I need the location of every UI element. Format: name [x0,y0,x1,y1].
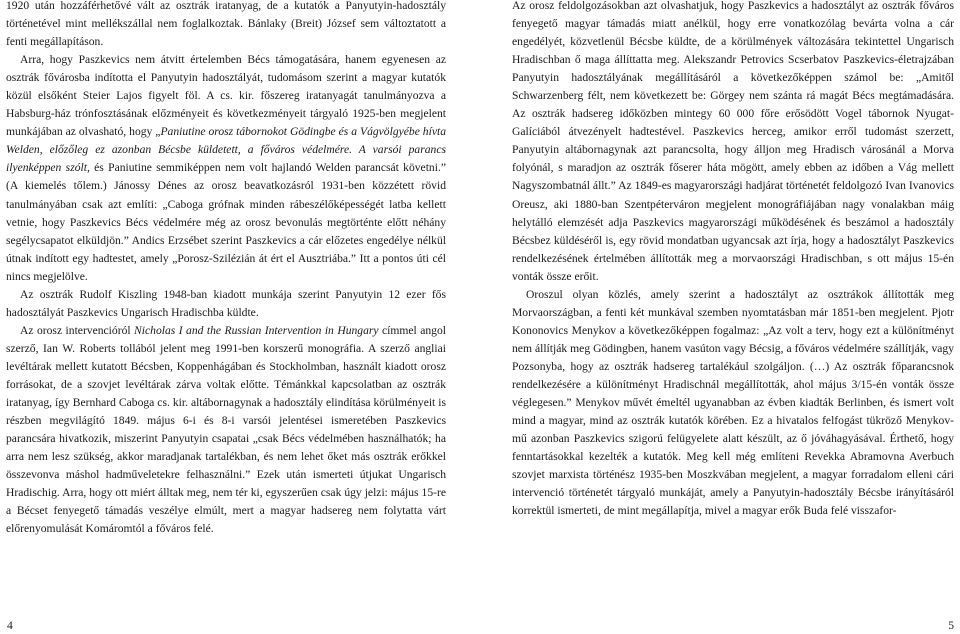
text-run: Oroszul olyan közlés, amely szerint a hadosztályt az osztrákok állították meg Morvaországban, a fenti két munkával szemben nyomtatásban már 1851-ben megjelent. Pjotr Kononovics Menykov a következőképpen fogalmaz: „Az volt a terv, hogy ezt a különítményt nem állítják meg Gödingben, hanem vasúton vagy Bécsig, a főváros védelmére szállítják, vagy Pozsonyba, hogy az osztrák hadsereg tartalékául szolgáljon. (…) Az osztrák főparancsnok rendelkezésére a különítményt Hradischnál megállították, ahol május 3/15-én vonták össze véglegesen.” Menykov művét émeltél ugyanabban az évben kiadták Berlinben, és ismert volt mind a magyar, mind az osztrák kutatók körében. Ez a hivatalos felfogást tükröző Menykov-mű azonban Paszkevics szigorú felügyelete alatt készült, az ő jóváhagyásával. Érthető, hogy fenntartásokkal kezelték a kutatók. Meg kell még említeni Revekka Abramovna Averbuch szovjet marxista történész 1935-ben Moszkvában megjelent, a magyar forradalom elleni cári intervenció történetét tárgyaló munkáját, amely a Panyutyin-hadosztály Bécsbe irányításáról korrektül ismerteti, de mint megállapítja, mivel a magyar erők Buda felé visszafor- [512,287,954,518]
text-run: Arra, hogy Paszkevics nem átvitt értelemben Bécs támogatására, hanem egyenesen az osztrák fővárosba indította el Panyutyin hadosztályát, tudomásom szerint a magyar kutatók közül elsőként Steier Lajos figyelt föl. A cs. kir. főszereg iratanyagát tanulmányozva a Habsburg-ház trónfosztásának előzményeit és következményeit tárgyaló 1925-ben megjelent munkájában az olvasható, hogy „ [6,53,446,139]
text-run: Az osztrák Rudolf Kiszling 1948-ban kiadott munkája szerint Panyutyin 12 ezer fős hadosztályát Paszkevics Ungarisch Hradischba küldte. [6,287,446,319]
italic-text: Paniutine orosz tábornokot Gödingbe és a Vágvölgyébe hívta Welden, előzőleg ez azonban Bécsbe küldetett, a főváros védelmére. A varsói parancs ilyenképpen szólt, [6,125,446,175]
text-run: Az orosz feldolgozásokban azt olvashatjuk, hogy Paszkevics a hadosztályt az osztrák főváros fenyegető magyar támadás miatt anélkül, hogy erre vonatkozólag bevárta volna a cár engedélyét, közvetlenül Bécsbe küldte, de a körülmények változására tekintettel Ungarisch Hradischban ő maga állíttatta meg. Alekszandr Petrovics Scserbatov Paszkevics-életrajzában Panyutyin hadosztályának megállításáról a következőképpen számol be: „Amitől Schwarzenberg félt, nem következett be: Görgey nem szánta rá magát Bécs megtámadására. Az osztrák hadsereg időközben mintegy 60 000 főre erősödött Vogel tábornok Nyugat-Galíciából átvezényelt hadtestével. Paszkevics herceg, amikor erről tudomást szerzett, Panyutyin altábornagynak azt parancsolta, hogy álljon meg Hradisch városánál a Morva folyónál, s maradjon az osztrák főserег háta mögött, amely ebben az időben a Vág mellett Nagyszombatnál állt.” Az 1849-es magyarországi hadjárat történetét feldolgozó Ivan Ivanovics Oreusz, aki 1880-ban Szentpéterváron megjelent monográfiájában nagy vonalakban máig helytálló elemzését adja Paszkevics magyarországi működésének és beszámol a hadosztály Bécsbez küldéséről is, egy rövid mondatban ugyancsak azt írja, hogy a hadosztályt Paszkevics rendelkezésének értelmében állították meg a morvaországi Hradischban, s ott május 15-én vonták össze erőit. [512,0,954,283]
text-run: Az orosz intervencióról [20,323,135,337]
right-text-column [512,0,954,520]
left-page-number: 4 [7,619,13,632]
left-page [6,0,446,538]
paragraph [6,0,446,51]
right-page [512,0,954,520]
text-run: 1920 után hozzáférhetővé vált az osztrák iratanyag, de a kutatók a Panyutyin-hadosztály történetével mint mellékszállal nem foglalkoztak. Bánlaky (Breit) József sem változtatott a fenti megállapításon. [6,0,446,49]
right-page-number: 5 [948,619,954,632]
paragraph [6,51,446,286]
paragraph [512,286,954,521]
paragraph [512,0,954,286]
text-run: címmel angol szerző, Ian W. Roberts tollából jelent meg 1991-ben korszerű monográfia. A szerző angliai levéltárak mellett kutatott Bécsben, Koppenhágában és Stockholmban, használt kiadott orosz forrásokat, de a szovjet levéltárak zárva voltak előtte. Témánkkal kapcsolatban az osztrák iratanyag, így Bernhard Caboga cs. kir. altábornagynak a hadosztály elindítása körülményeit is részben megvilágító 1849. május 6-i és 8-i varsói jelentései ismeretében Paszkevics parancsára hivatkozik, miszerint Panyutyin csapatai „csak Bécs védelmében használhatók; ha arra nem lesz szükség, akkor maradjanak tartalékban, és nem lehet őket más osztrák erőkkel összevonva máshol hadműveletekre felhasználni.” Ezek után ismerteti útjukat Ungarisch Hradischig. Arra, hogy ott miért álltak meg, nem tér ki, egyszerűen csak úgy jelzi: május 15-re a Bécset fenyegető támadás veszélye elmúlt, mert a magyar hadsereg nem folytatta várt előrenyomulását Komáromtól a főváros felé. [6,323,446,536]
left-text-column [6,0,446,538]
italic-text: Nicholas I and the Russian Intervention in Hungary [134,323,379,337]
paragraph [6,286,446,322]
text-run: és Paniutine semmiképpen nem volt hajlandó Welden parancsát követni.” (A kiemelés tőlem.) Jánossy Dénes az orosz beavatkozásról 1931-ben közzétett rövid tanulmányában csak azt említi: „Caboga grófnak minden rábeszélőképességét latba kellett vetnie, hogy Paszkevics Bécs védelmére még az orosz bevonulás megtörténte előtt néhány segélycsapatot elküldjön.” Andics Erzsébet szerint Paszkevics a cár előzetes engedélye nélkül útnak indított egy hadtestet, amely „Porosz-Szilézián át ért el Ausztriába.” Itt a pontos úti cél nincs megjelölve. [6,161,446,283]
paragraph [6,322,446,539]
